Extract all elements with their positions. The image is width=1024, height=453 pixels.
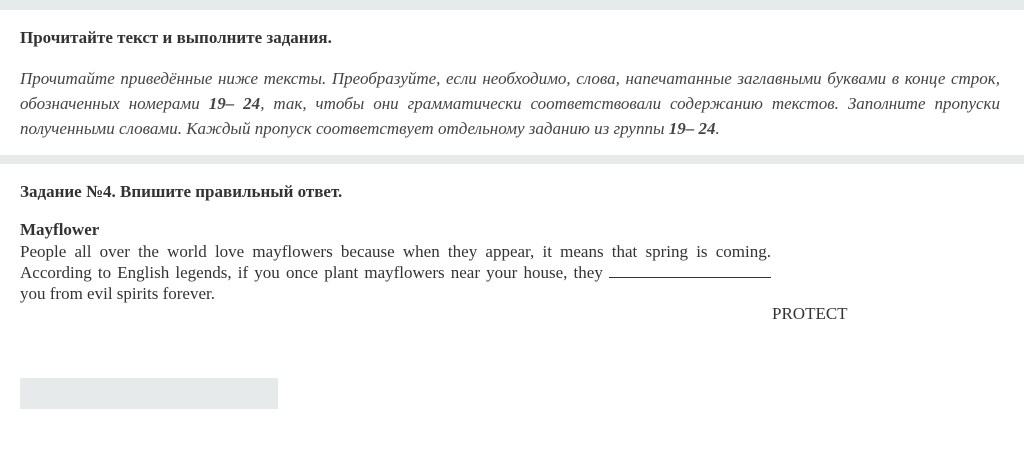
- passage-before-gap: People all over the world love mayflowers because when they appear, it means that spring is coming. According to English legends, if you once plant mayflowers near your house, they: [20, 242, 771, 282]
- instruction-part-2: , так, чтобы они грамматически соответствовали содержанию текстов. Заполните пропуски полученными словами. Каждый пропуск соответствует отдельному заданию из группы: [20, 94, 1000, 138]
- passage-text: [20, 241, 771, 304]
- instruction-part-3: .: [715, 119, 720, 138]
- instructions-section: [20, 28, 1000, 141]
- instruction-range-2: 19– 24: [668, 119, 716, 138]
- task-section: [20, 182, 1020, 323]
- instruction-part-1: Прочитайте приведённые ниже тексты. Преобразуйте, если необходимо, слова, напечатанные заглавными буквами в конце строк, обозначенных номерами: [20, 69, 1000, 113]
- task-title: Задание №4. Впишите правильный ответ.: [20, 182, 343, 201]
- text-heading: Mayflower: [20, 220, 100, 239]
- transform-keyword: PROTECT: [772, 304, 848, 323]
- instruction-text: [20, 66, 1000, 141]
- passage-after-gap: you from evil spirits forever.: [20, 284, 215, 303]
- section-divider: [0, 155, 1024, 164]
- answer-input[interactable]: [20, 378, 278, 409]
- top-bar: [0, 0, 1024, 10]
- section-title: Прочитайте текст и выполните задания.: [20, 28, 332, 47]
- gap-blank: [609, 262, 771, 278]
- instruction-range-1: 19– 24: [208, 94, 261, 113]
